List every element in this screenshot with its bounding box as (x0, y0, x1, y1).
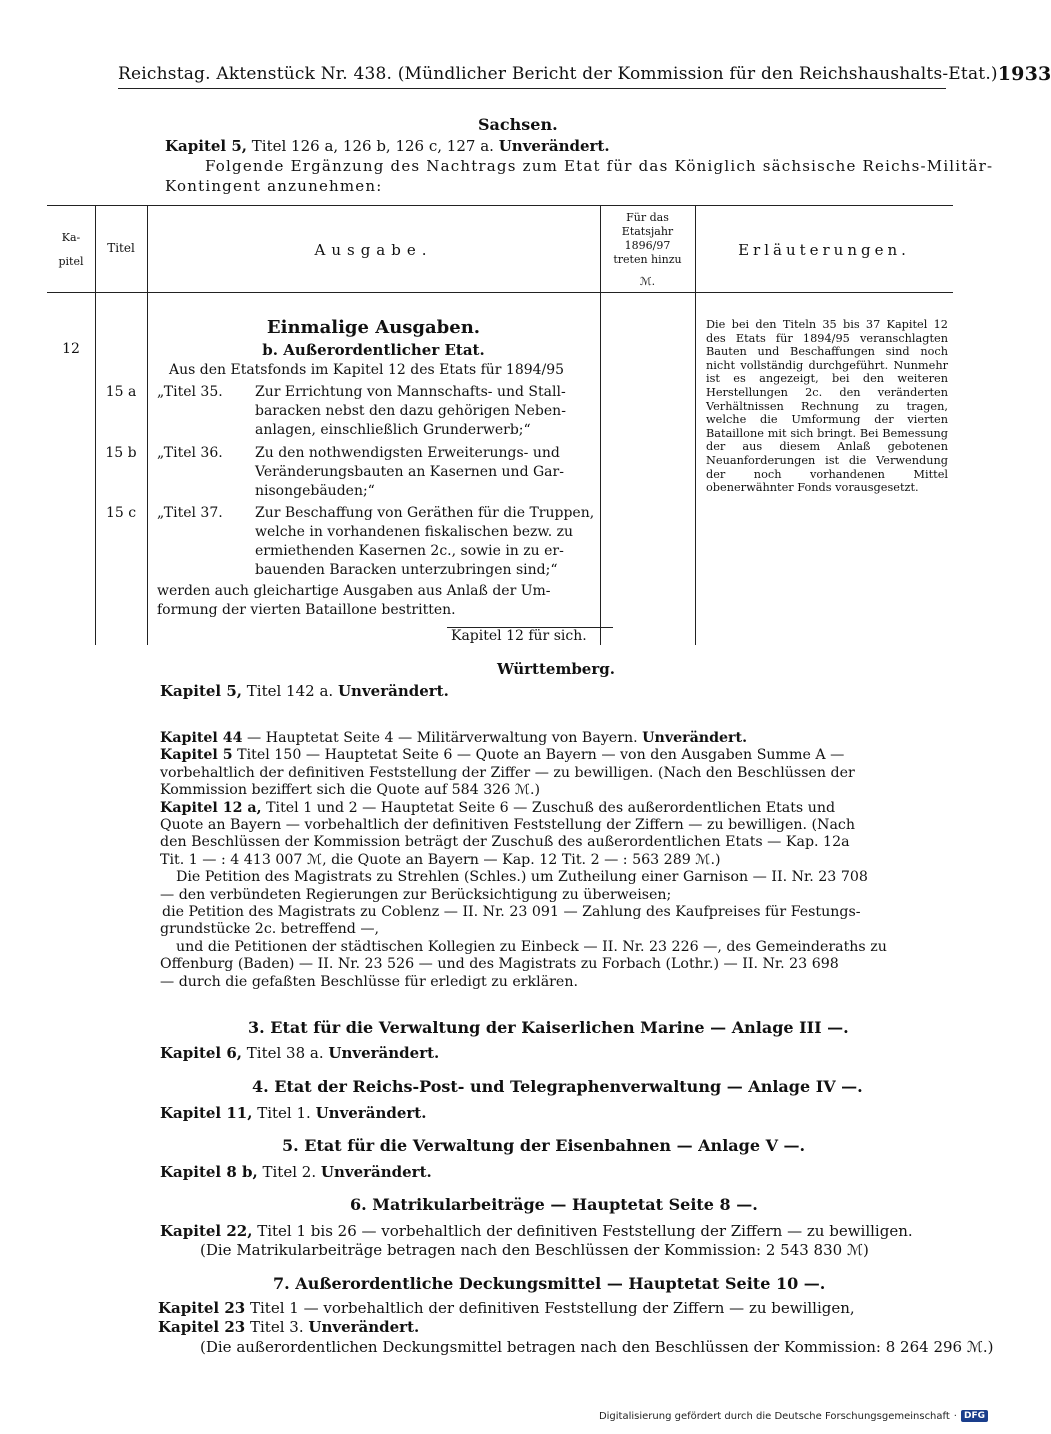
titel-text: Titel 1 bis 26 — vorbehaltlich der definitiven Feststellung der Ziffern — zu bewilligen. (257, 1222, 913, 1240)
petition-line: — durch die gefaßten Beschlüsse für erledigt zu erklären. (160, 973, 578, 990)
dfg-logo: DFG (961, 1410, 988, 1422)
col-amount-5: ℳ. (639, 275, 656, 288)
col-amount-1: Für das (626, 211, 669, 224)
kapitel-label: Kapitel 23 (158, 1318, 246, 1336)
col-kapitel-1: Ka- (61, 231, 81, 244)
row-name: „Titel 36. (157, 445, 223, 461)
col-erlaeuterungen: Erläuterungen. (738, 241, 910, 259)
p3-line: Quote an Bayern — vorbehaltlich der definitiven Feststellung der Ziffern — zu bewilligen. (Nach (160, 817, 855, 834)
bayern-p3 (160, 800, 950, 817)
bayern-p1 (160, 730, 950, 747)
tail-line-2: formung der vierten Bataillone bestritten. (157, 602, 456, 618)
header-title: Reichstag. Aktenstück Nr. 438. (Mündlicher Bericht der Kommission für den Reichshaushalts-Etat.) (118, 64, 998, 84)
section-5-heading: 5. Etat für die Verwaltung der Eisenbahnen — Anlage V —. (282, 1136, 806, 1155)
titel-text: Titel 1. (257, 1104, 311, 1122)
status-text: Unverändert. (315, 1104, 427, 1122)
kapitel-label: Kapitel 23 (158, 1299, 246, 1317)
kapitel-number: 12 (62, 341, 80, 357)
col-amount-4: treten hinzu (613, 253, 682, 266)
intro-line: Aus den Etatsfonds im Kapitel 12 des Etats für 1894/95 (169, 362, 565, 378)
row-line: nisongebäuden;“ (255, 483, 375, 499)
row-titel: 15 b (105, 445, 137, 461)
petition-line: — den verbündeten Regierungen zur Berücksichtigung zu überweisen; (160, 886, 672, 903)
col-amount-3: 1896/97 (624, 239, 671, 252)
section-7-line-3: (Die außerordentlichen Deckungsmittel betragen nach den Beschlüssen der Kommission: 8 264 296 ℳ.) (200, 1338, 994, 1356)
kapitel-label: Kapitel 12 a, (160, 799, 262, 816)
kapitel-label: Kapitel 5, (160, 682, 242, 700)
section-6-line-1 (160, 1222, 913, 1240)
status-text: Unverändert. (337, 682, 449, 700)
col-kapitel-2: pitel (58, 255, 84, 268)
dfg-footer (599, 1410, 988, 1422)
kapitel-label: Kapitel 8 b, (160, 1163, 258, 1181)
row-line: welche in vorhandenen fiskalischen bezw. zu (255, 524, 574, 540)
titel-text: Titel 2. (262, 1163, 317, 1181)
page-header (118, 60, 1051, 89)
titel-text: Titel 3. (250, 1318, 304, 1336)
page-number: 1933 (997, 63, 1051, 85)
row-line: Zu den nothwendigsten Erweiterungs- und (255, 445, 560, 461)
kapitel-label: Kapitel 44 (160, 730, 243, 746)
p2-line: vorbehaltlich der definitiven Feststellung der Ziffer — zu bewilligen. (Nach den Beschlüssen der (160, 764, 855, 781)
closing-line: Kapitel 12 für sich. (451, 628, 587, 644)
kapitel-label: Kapitel 11, (160, 1104, 253, 1122)
titel-text: Titel 38 a. (246, 1044, 324, 1062)
sachsen-line3: Kontingent anzunehmen: (165, 177, 383, 195)
bayern-block (160, 730, 950, 991)
wuerttemberg-line (160, 682, 449, 700)
status-text: Unverändert. (320, 1163, 432, 1181)
titel-text: Titel 142 a. (246, 682, 334, 700)
row-titel: 15 c (105, 505, 137, 521)
section-7-heading: 7. Außerordentliche Deckungsmittel — Hauptetat Seite 10 —. (273, 1274, 826, 1293)
section-5-line (160, 1163, 432, 1181)
section-7-line-2 (158, 1318, 419, 1336)
col-amount-2: Etatsjahr (621, 225, 674, 238)
wuerttemberg-heading: Württemberg. (497, 660, 615, 678)
kapitel-label: Kapitel 5 (160, 747, 233, 764)
sachsen-line2: Folgende Ergänzung des Nachtrags zum Etat für das Königlich sächsische Reichs-Militär- (205, 157, 994, 175)
bayern-p2 (160, 747, 950, 764)
petition-line: Die Petition des Magistrats zu Strehlen (Schles.) um Zutheilung einer Garnison — II. Nr. 23 708 (176, 869, 868, 886)
status-text: Unverändert. (498, 137, 610, 155)
kapitel-label: Kapitel 22, (160, 1222, 253, 1240)
p1-text: — Hauptetat Seite 4 — Militärverwaltung von Bayern. (247, 730, 638, 746)
tail-line-1: werden auch gleichartige Ausgaben aus Anlaß der Um- (157, 583, 551, 599)
row-line: Veränderungsbauten an Kasernen und Gar- (255, 464, 564, 480)
p3-line: Tit. 1 — : 4 413 007 ℳ, die Quote an Bayern — Kap. 12 Tit. 2 — : 563 289 ℳ.) (160, 851, 721, 868)
row-line: Zur Errichtung von Mannschafts- und Stall- (255, 384, 566, 400)
footer-text: Digitalisierung gefördert durch die Deutsche Forschungsgemeinschaft (598, 1410, 950, 1422)
col-titel: Titel (107, 241, 135, 255)
explanation-text: Die bei den Titeln 35 bis 37 Kapitel 12 des Etats für 1894/95 veranschlagten Bauten und Beschaffungen sind noch nicht vollständig durchgeführt. Nunmehr ist es angezeigt, bei den weiteren Herstellungen 2c. den veränderten Verhältnissen Rechnung zu tragen, welche die Umformung der vierten Bataillone mit sich bringt. Bei Bemessung der aus diesem Anlaß gebotenen Neuanforderungen ist die Verwendung der noch vorhandenen Mittel obenerwähnter Fonds vorausgesetzt. (706, 318, 948, 495)
footer-dot: · (953, 1410, 957, 1422)
status-text: Unverändert. (328, 1044, 440, 1062)
p2-line: Kommission beziffert sich die Quote auf 584 326 ℳ.) (160, 782, 541, 799)
section-4-heading: 4. Etat der Reichs-Post- und Telegraphenverwaltung — Anlage IV —. (252, 1077, 863, 1096)
status-text: Unverändert. (642, 730, 748, 746)
status-text: Unverändert. (308, 1318, 420, 1336)
section-4-line (160, 1104, 426, 1122)
p2-line: Titel 150 — Hauptetat Seite 6 — Quote an Bayern — von den Ausgaben Summe A — (237, 747, 845, 764)
titel-text: Titel 1 — vorbehaltlich der definitiven Feststellung der Ziffern — zu bewilligen, (250, 1299, 855, 1317)
kapitel-label: Kapitel 6, (160, 1044, 242, 1062)
p3-line: Titel 1 und 2 — Hauptetat Seite 6 — Zuschuß des außerordentlichen Etats und (266, 799, 836, 816)
row-line: baracken nebst den dazu gehörigen Neben- (255, 403, 566, 419)
col-ausgabe: Ausgabe. (314, 241, 433, 259)
row-line: bauenden Baracken unterzubringen sind;“ (255, 562, 558, 578)
section-6-heading: 6. Matrikularbeiträge — Hauptetat Seite 8 —. (350, 1195, 758, 1214)
section-3-line (160, 1044, 439, 1062)
row-line: Zur Beschaffung von Geräthen für die Truppen, (255, 505, 595, 521)
section-6-line-2: (Die Matrikularbeiträge betragen nach den Beschlüssen der Kommission: 2 543 830 ℳ) (200, 1241, 869, 1259)
kapitel-label: Kapitel 5, (165, 137, 247, 155)
row-titel: 15 a (105, 384, 137, 400)
row-name: „Titel 35. (157, 384, 223, 400)
p3-line: den Beschlüssen der Kommission beträgt der Zuschuß des außerordentlichen Etats — Kap. 12a (160, 834, 850, 851)
row-name: „Titel 37. (157, 505, 223, 521)
row-line: ermiethenden Kasernen 2c., sowie in zu er- (255, 543, 564, 559)
section-3-heading: 3. Etat für die Verwaltung der Kaiserlichen Marine — Anlage III —. (248, 1018, 849, 1037)
section-7-line-1 (158, 1299, 855, 1317)
subsection-title: b. Außerordentlicher Etat. (262, 341, 485, 359)
petition-line: die Petition des Magistrats zu Coblenz — II. Nr. 23 091 — Zahlung des Kaufpreises für Festungs- (162, 904, 861, 921)
sachsen-line1 (165, 137, 610, 155)
titel-text: Titel 126 a, 126 b, 126 c, 127 a. (251, 137, 494, 155)
sachsen-heading: Sachsen. (478, 115, 558, 134)
section-title: Einmalige Ausgaben. (266, 317, 481, 338)
petition-line: grundstücke 2c. betreffend —, (160, 921, 380, 938)
petition-line: Offenburg (Baden) — II. Nr. 23 526 — und des Magistrats zu Forbach (Lothr.) — II. Nr. 23 698 (160, 956, 839, 973)
row-line: anlagen, einschließlich Grunderwerb;“ (255, 422, 531, 438)
petition-line: und die Petitionen der städtischen Kollegien zu Einbeck — II. Nr. 23 226 —, des Gemeinderaths zu (176, 938, 887, 955)
